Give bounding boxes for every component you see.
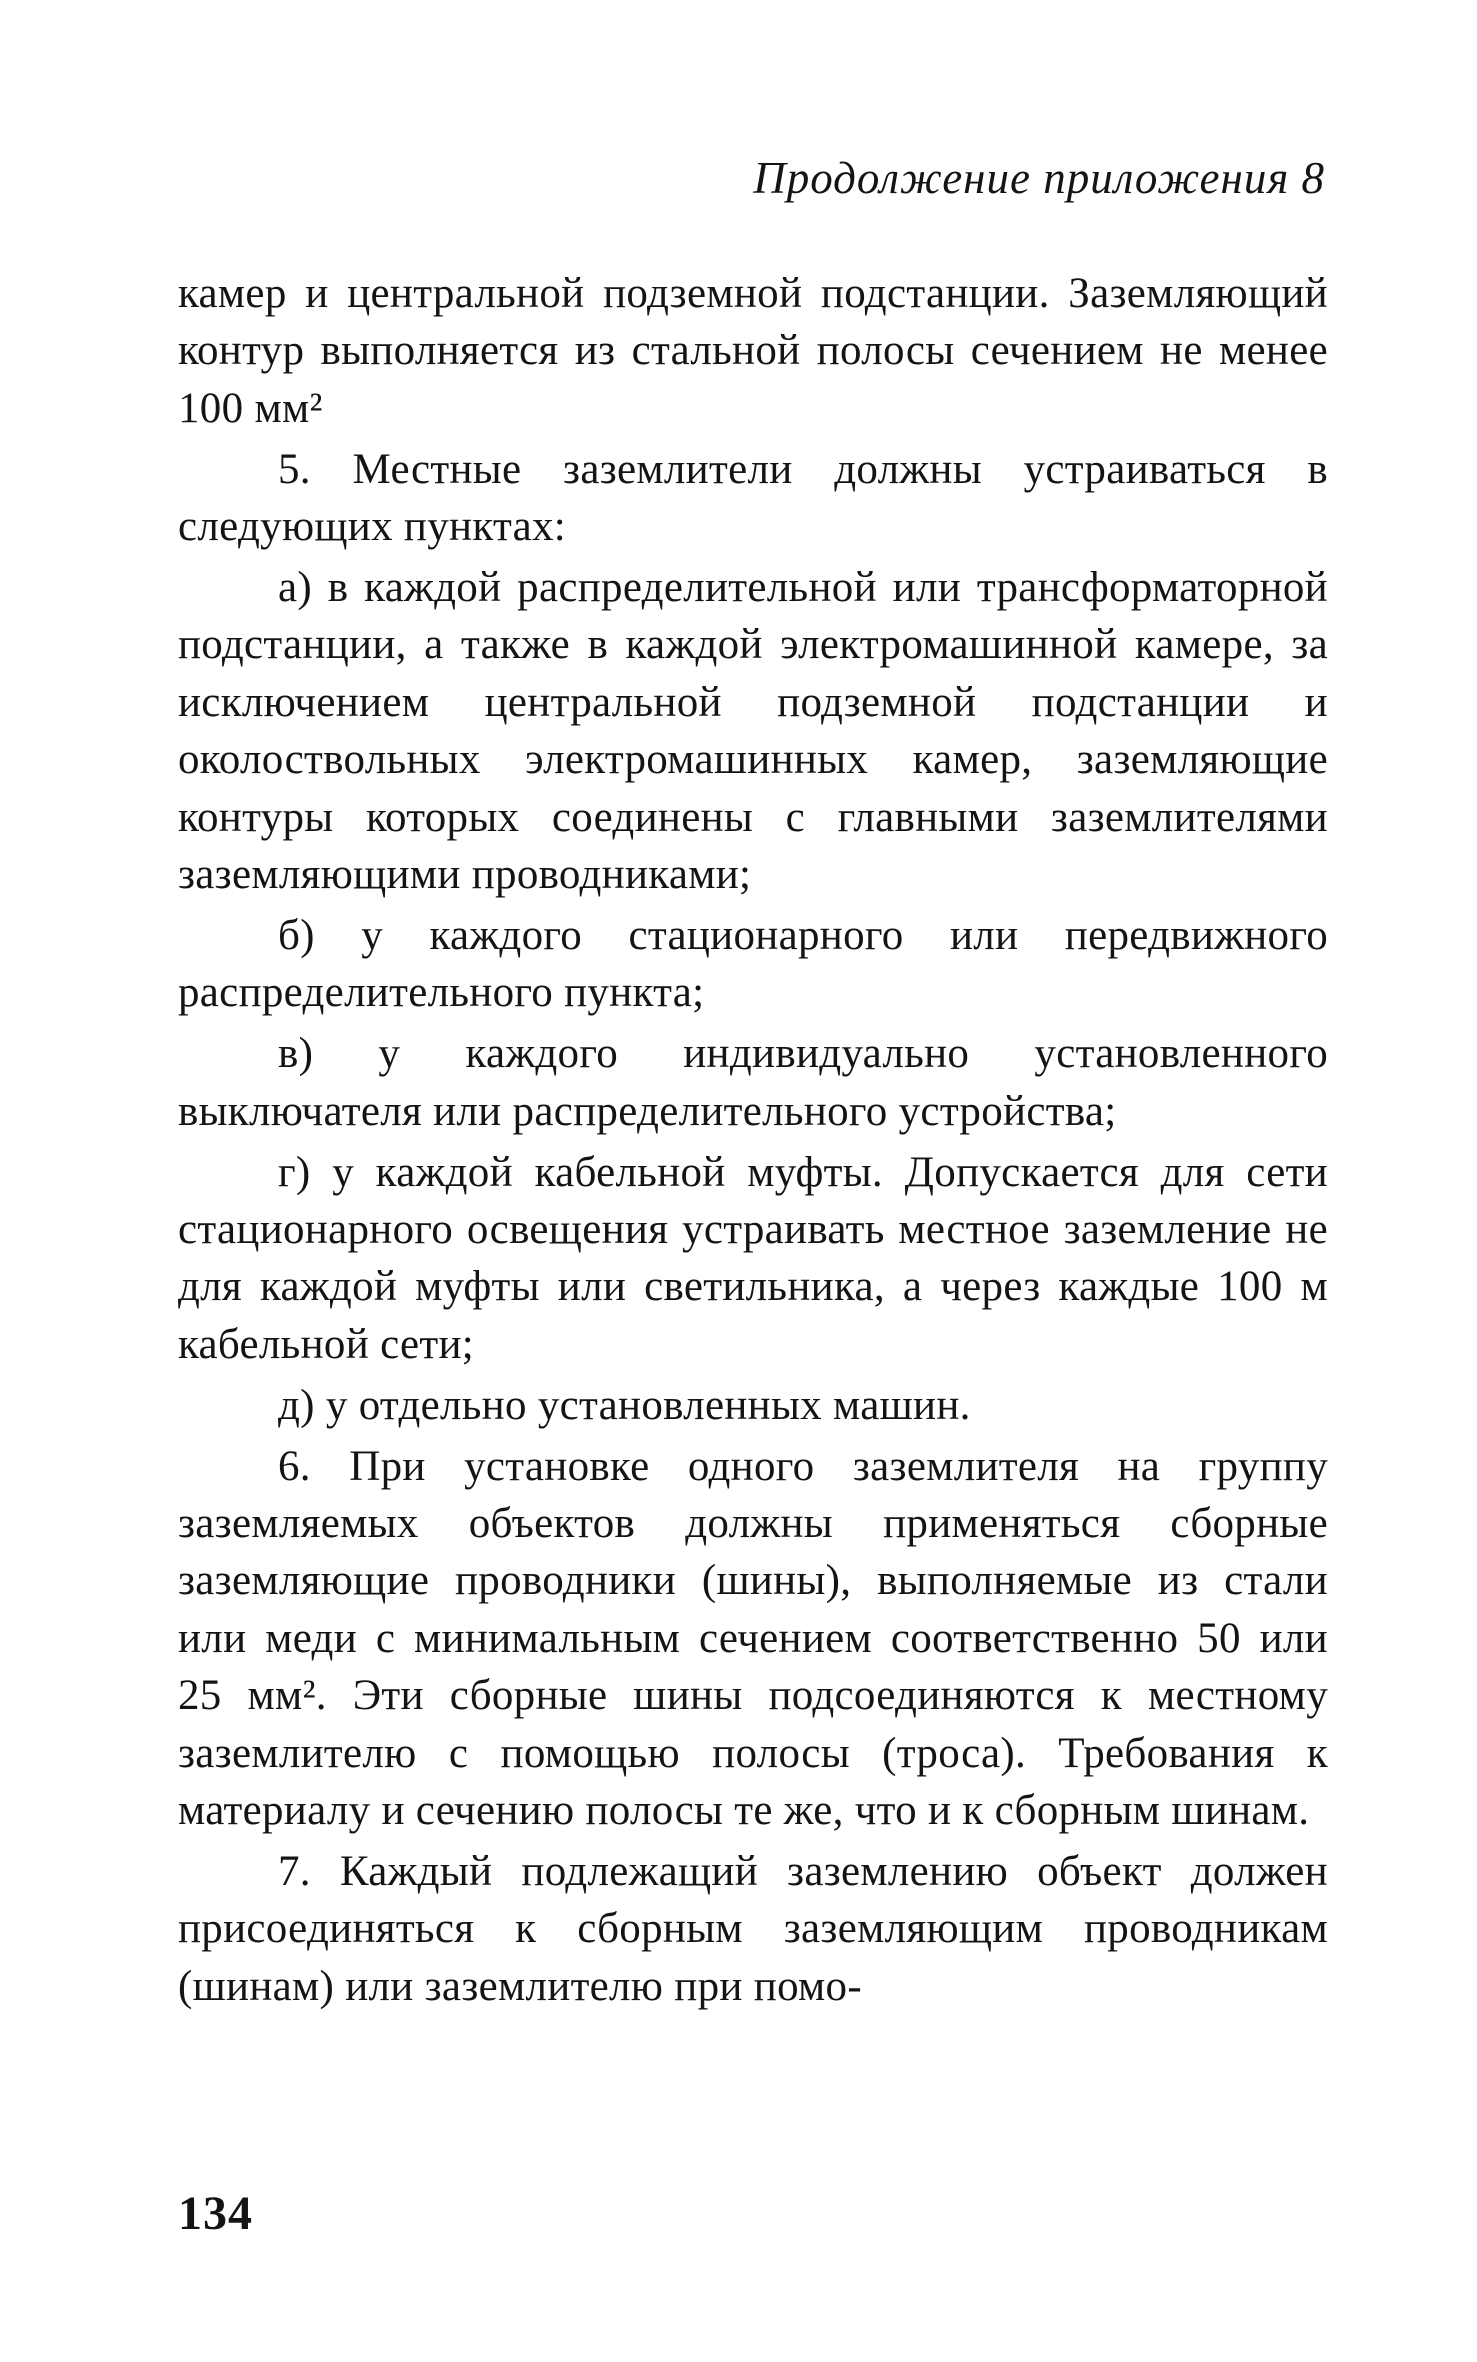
page-number: 134 xyxy=(178,2187,253,2240)
body-text xyxy=(178,265,1328,2015)
paragraph-subitem-v: в) у каждого индивидуально установленного выключателя или распределительного устройства; xyxy=(178,1030,1328,1135)
paragraph-subitem-g: г) у каждой кабельной муфты. Допускается для сети стационарного освещения устраивать местное заземление не для каждой муфты или светильника, а через каждые 100 м кабельной сети; xyxy=(178,1148,1328,1368)
running-header: Продолжение приложения 8 xyxy=(753,153,1325,203)
paragraph-subitem-b: б) у каждого стационарного или передвижного распределительного пункта; xyxy=(178,911,1328,1017)
paragraph-subitem-d: д) у отдельно установленных машин. xyxy=(278,1381,971,1429)
paragraph-item-6: 6. При установке одного заземлителя на группу заземляемых объектов должны применяться сборные заземляющие проводники (шины), выполняемые из стали или меди с минимальным сечением соответственно 50 или 25 мм². Эти сборные шины подсоединяются к местному заземлителю с помощью полосы (троса). Требования к материалу и сечению полосы те же, что и к сборным шинам. xyxy=(178,1442,1328,1835)
paragraph-continuation: камер и центральной подземной подстанции. Заземляющий контур выполняется из стальной полосы сечением не менее 100 мм² xyxy=(178,270,1328,432)
paragraph-item-7: 7. Каждый подлежащий заземлению объект должен присоединяться к сборным заземляющим проводникам (шинам) или заземлителю при помо- xyxy=(178,1847,1328,2010)
paragraph-subitem-a: а) в каждой распределительной или трансформаторной подстанции, а также в каждой электромашинной камере, за исключением центральной подземной подстанции и околоствольных электромашинных камер, заземляющие контуры которых соединены с главными заземлителями заземляющими проводниками; xyxy=(178,564,1328,899)
paragraph-item-5: 5. Местные заземлители должны устраиваться в следующих пунктах: xyxy=(178,445,1328,551)
